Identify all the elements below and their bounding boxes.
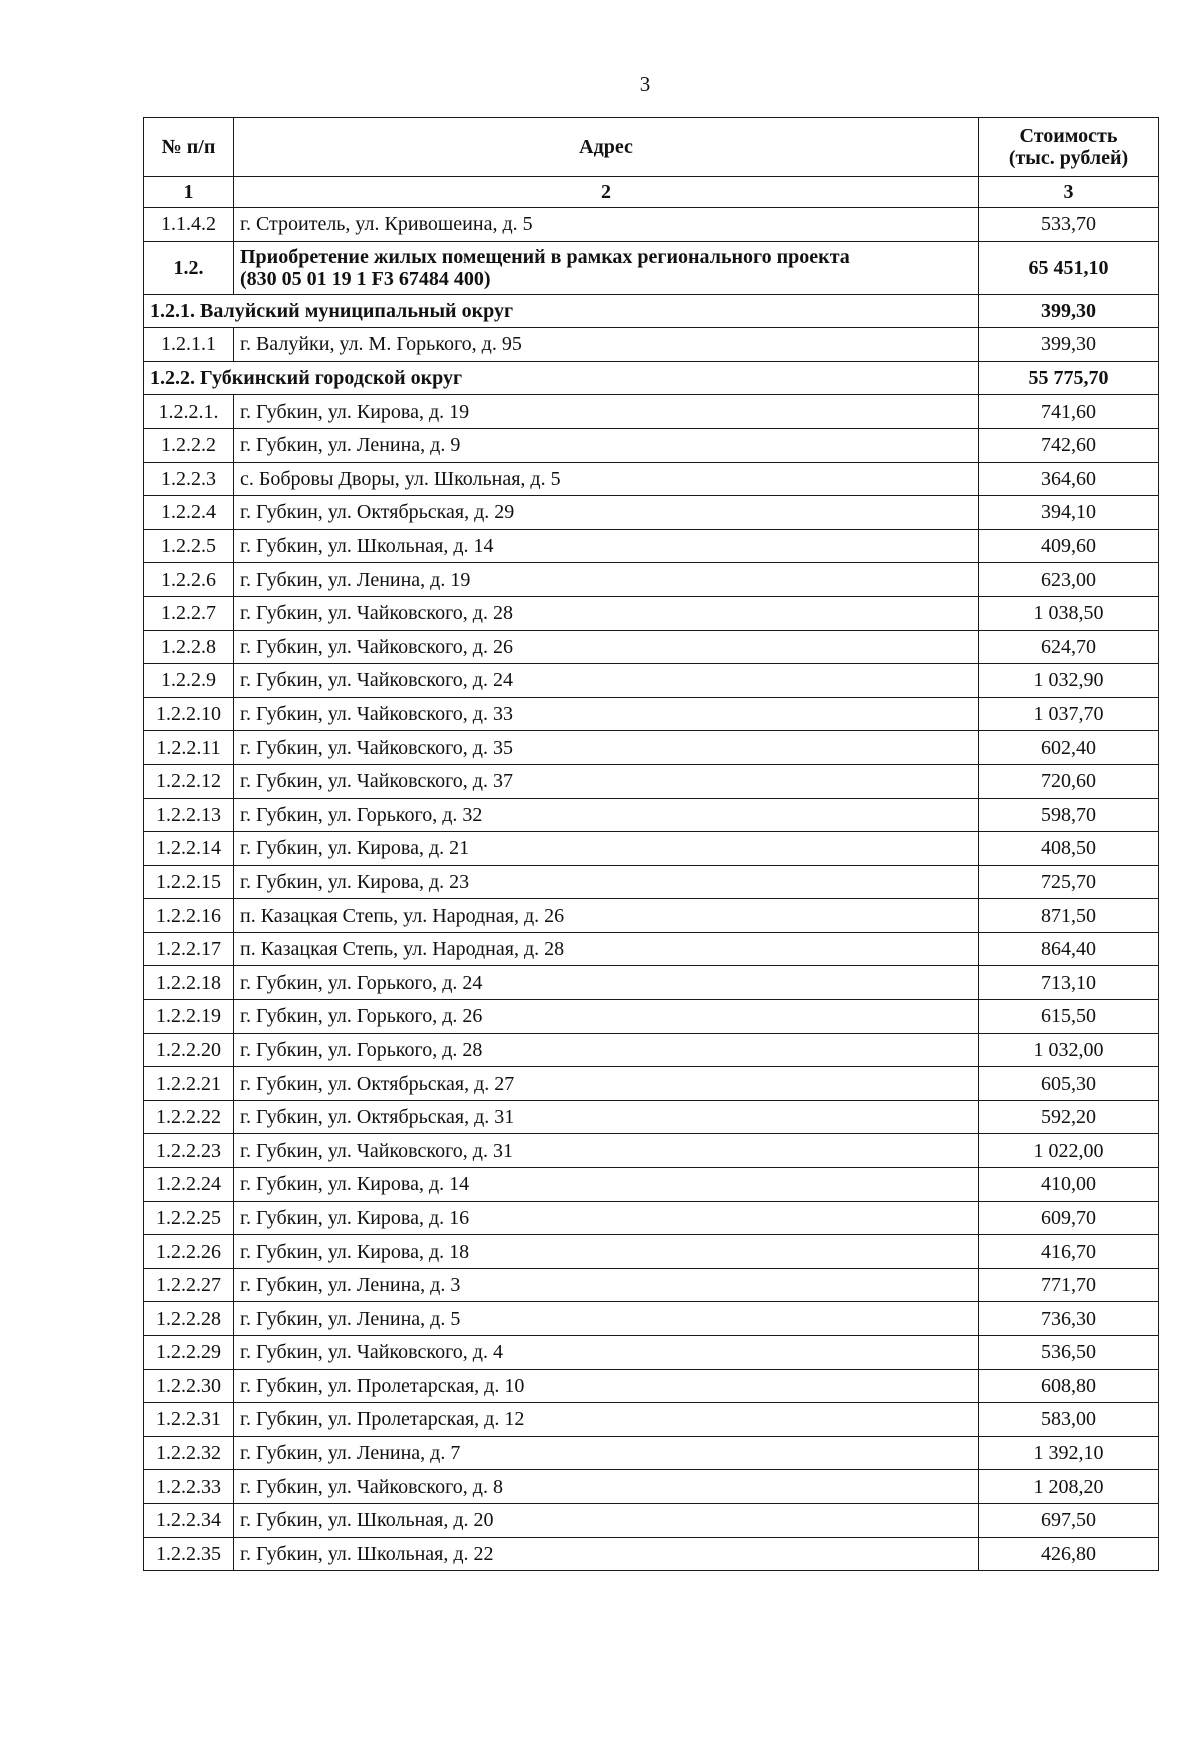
- row-number: 1.2.2.26: [144, 1235, 234, 1269]
- row-cost: 364,60: [979, 462, 1159, 496]
- row-address: г. Губкин, ул. Кирова, д. 23: [234, 865, 979, 899]
- table-row: [144, 1000, 1159, 1034]
- table-row: [144, 1033, 1159, 1067]
- row-cost: 871,50: [979, 899, 1159, 933]
- row-number: 1.2.2.21: [144, 1067, 234, 1101]
- table-row: [144, 1302, 1159, 1336]
- row-cost: 416,70: [979, 1235, 1159, 1269]
- row-cost: 1 032,90: [979, 664, 1159, 698]
- row-cost: 410,00: [979, 1168, 1159, 1202]
- section-title-line2: (830 05 01 19 1 F3 67484 400): [240, 267, 491, 290]
- row-cost: 426,80: [979, 1537, 1159, 1571]
- row-cost: 409,60: [979, 529, 1159, 563]
- row-number: 1.2.2.25: [144, 1201, 234, 1235]
- row-number: 1.2.2.11: [144, 731, 234, 765]
- table-row: [144, 832, 1159, 866]
- row-address: г. Губкин, ул. Чайковского, д. 37: [234, 764, 979, 798]
- section-title-line1: Приобретение жилых помещений в рамках регионального проекта: [240, 245, 850, 268]
- row-cost: 1 392,10: [979, 1436, 1159, 1470]
- row-address: г. Губкин, ул. Чайковского, д. 33: [234, 697, 979, 731]
- row-number: 1.2.2.29: [144, 1336, 234, 1370]
- row-address: г. Губкин, ул. Чайковского, д. 31: [234, 1134, 979, 1168]
- header-cost-line1: Стоимость: [1019, 125, 1118, 147]
- row-number: 1.2.2.2: [144, 428, 234, 462]
- section-cost: 65 451,10: [979, 241, 1159, 294]
- table-row: [144, 1201, 1159, 1235]
- table-row: [144, 208, 1159, 242]
- row-number: 1.2.2.35: [144, 1537, 234, 1571]
- row-cost: 608,80: [979, 1369, 1159, 1403]
- row-address: г. Губкин, ул. Октябрьская, д. 31: [234, 1100, 979, 1134]
- row-cost: 1 208,20: [979, 1470, 1159, 1504]
- section-title: [234, 241, 979, 294]
- district-title: 1.2.2. Губкинский городской округ: [144, 361, 979, 395]
- row-address: п. Казацкая Степь, ул. Народная, д. 26: [234, 899, 979, 933]
- row-address: г. Губкин, ул. Ленина, д. 5: [234, 1302, 979, 1336]
- table-row: [144, 966, 1159, 1000]
- row-address: г. Губкин, ул. Школьная, д. 20: [234, 1503, 979, 1537]
- row-address: г. Губкин, ул. Пролетарская, д. 12: [234, 1403, 979, 1437]
- section-number: 1.2.: [144, 241, 234, 294]
- row-number: 1.2.2.28: [144, 1302, 234, 1336]
- table-row: [144, 664, 1159, 698]
- row-number: 1.2.2.7: [144, 596, 234, 630]
- row-number: 1.2.2.10: [144, 697, 234, 731]
- table-row: [144, 328, 1159, 362]
- row-cost: 602,40: [979, 731, 1159, 765]
- row-cost: 605,30: [979, 1067, 1159, 1101]
- section-row: [144, 241, 1159, 294]
- column-number-1: 1: [144, 177, 234, 208]
- row-number: 1.2.2.17: [144, 932, 234, 966]
- table-row: [144, 1268, 1159, 1302]
- row-cost: 771,70: [979, 1268, 1159, 1302]
- row-address: г. Губкин, ул. Горького, д. 28: [234, 1033, 979, 1067]
- row-cost: 1 032,00: [979, 1033, 1159, 1067]
- row-cost: 623,00: [979, 563, 1159, 597]
- row-cost: 583,00: [979, 1403, 1159, 1437]
- row-cost: 742,60: [979, 428, 1159, 462]
- row-number: 1.2.2.34: [144, 1503, 234, 1537]
- row-address: г. Губкин, ул. Горького, д. 32: [234, 798, 979, 832]
- header-address: Адрес: [234, 118, 979, 177]
- row-address: г. Губкин, ул. Пролетарская, д. 10: [234, 1369, 979, 1403]
- row-address: г. Губкин, ул. Ленина, д. 3: [234, 1268, 979, 1302]
- table-row: [144, 563, 1159, 597]
- row-number: 1.2.2.4: [144, 496, 234, 530]
- row-address: г. Губкин, ул. Ленина, д. 9: [234, 428, 979, 462]
- table-row: [144, 1403, 1159, 1437]
- table-row: [144, 596, 1159, 630]
- row-cost: 1 037,70: [979, 697, 1159, 731]
- header-cost-line2: (тыс. рублей): [1008, 147, 1129, 169]
- row-address: г. Губкин, ул. Чайковского, д. 4: [234, 1336, 979, 1370]
- district-title: 1.2.1. Валуйский муниципальный округ: [144, 294, 979, 328]
- row-address: г. Губкин, ул. Кирова, д. 19: [234, 395, 979, 429]
- row-address: г. Губкин, ул. Кирова, д. 14: [234, 1168, 979, 1202]
- row-number: 1.2.2.14: [144, 832, 234, 866]
- table-row: [144, 428, 1159, 462]
- row-cost: 592,20: [979, 1100, 1159, 1134]
- table-row: [144, 1369, 1159, 1403]
- row-number: 1.2.2.3: [144, 462, 234, 496]
- table-row: [144, 1503, 1159, 1537]
- row-address: п. Казацкая Степь, ул. Народная, д. 28: [234, 932, 979, 966]
- row-address: г. Губкин, ул. Кирова, д. 16: [234, 1201, 979, 1235]
- row-number: 1.2.2.1.: [144, 395, 234, 429]
- column-number-3: 3: [979, 177, 1159, 208]
- row-cost: 725,70: [979, 865, 1159, 899]
- table-row: [144, 865, 1159, 899]
- page-number: 3: [639, 72, 651, 96]
- row-cost: 864,40: [979, 932, 1159, 966]
- row-address: г. Губкин, ул. Школьная, д. 14: [234, 529, 979, 563]
- address-cost-table: [143, 117, 1159, 1571]
- district-row-valuyki: [144, 294, 1159, 328]
- table-row: [144, 395, 1159, 429]
- column-numbers-row: [144, 177, 1159, 208]
- row-cost: 533,70: [979, 208, 1159, 242]
- district-cost: 399,30: [979, 294, 1159, 328]
- row-cost: 394,10: [979, 496, 1159, 530]
- row-address: г. Губкин, ул. Школьная, д. 22: [234, 1537, 979, 1571]
- row-number: 1.2.2.13: [144, 798, 234, 832]
- row-address: г. Строитель, ул. Кривошеина, д. 5: [234, 208, 979, 242]
- row-address: г. Губкин, ул. Октябрьская, д. 29: [234, 496, 979, 530]
- row-address: г. Губкин, ул. Чайковского, д. 26: [234, 630, 979, 664]
- header-number: № п/п: [144, 118, 234, 177]
- row-cost: 697,50: [979, 1503, 1159, 1537]
- row-address: г. Губкин, ул. Кирова, д. 21: [234, 832, 979, 866]
- row-cost: 1 038,50: [979, 596, 1159, 630]
- row-address: г. Губкин, ул. Октябрьская, д. 27: [234, 1067, 979, 1101]
- table-header-row: [144, 118, 1159, 177]
- table-row: [144, 462, 1159, 496]
- row-number: 1.2.2.22: [144, 1100, 234, 1134]
- row-cost: 609,70: [979, 1201, 1159, 1235]
- row-cost: 399,30: [979, 328, 1159, 362]
- row-address: г. Губкин, ул. Горького, д. 24: [234, 966, 979, 1000]
- table-row: [144, 798, 1159, 832]
- table-row: [144, 630, 1159, 664]
- table-row: [144, 932, 1159, 966]
- district-cost: 55 775,70: [979, 361, 1159, 395]
- row-address: г. Губкин, ул. Чайковского, д. 8: [234, 1470, 979, 1504]
- row-cost: 598,70: [979, 798, 1159, 832]
- table-row: [144, 1436, 1159, 1470]
- row-cost: 624,70: [979, 630, 1159, 664]
- row-cost: 713,10: [979, 966, 1159, 1000]
- district-row-gubkin: [144, 361, 1159, 395]
- row-number: 1.2.2.18: [144, 966, 234, 1000]
- row-number: 1.2.2.12: [144, 764, 234, 798]
- table-row: [144, 899, 1159, 933]
- header-cost: [979, 118, 1159, 177]
- row-address: г. Губкин, ул. Чайковского, д. 35: [234, 731, 979, 765]
- row-address: г. Губкин, ул. Горького, д. 26: [234, 1000, 979, 1034]
- row-number: 1.2.1.1: [144, 328, 234, 362]
- table-row: [144, 1168, 1159, 1202]
- table-row: [144, 1067, 1159, 1101]
- row-cost: 1 022,00: [979, 1134, 1159, 1168]
- row-cost: 615,50: [979, 1000, 1159, 1034]
- row-address: г. Губкин, ул. Ленина, д. 19: [234, 563, 979, 597]
- table-row: [144, 731, 1159, 765]
- row-number: 1.2.2.30: [144, 1369, 234, 1403]
- row-number: 1.2.2.33: [144, 1470, 234, 1504]
- row-address: г. Губкин, ул. Чайковского, д. 28: [234, 596, 979, 630]
- row-cost: 741,60: [979, 395, 1159, 429]
- row-number: 1.2.2.32: [144, 1436, 234, 1470]
- row-address: г. Губкин, ул. Ленина, д. 7: [234, 1436, 979, 1470]
- row-number: 1.2.2.9: [144, 664, 234, 698]
- row-address: г. Губкин, ул. Чайковского, д. 24: [234, 664, 979, 698]
- table-row: [144, 529, 1159, 563]
- table-row: [144, 1336, 1159, 1370]
- table-row: [144, 1470, 1159, 1504]
- table-row: [144, 697, 1159, 731]
- row-number: 1.2.2.24: [144, 1168, 234, 1202]
- row-cost: 536,50: [979, 1336, 1159, 1370]
- row-address: г. Губкин, ул. Кирова, д. 18: [234, 1235, 979, 1269]
- row-number: 1.2.2.8: [144, 630, 234, 664]
- row-number: 1.2.2.20: [144, 1033, 234, 1067]
- row-address: с. Бобровы Дворы, ул. Школьная, д. 5: [234, 462, 979, 496]
- table-row: [144, 1537, 1159, 1571]
- row-number: 1.1.4.2: [144, 208, 234, 242]
- table-row: [144, 1100, 1159, 1134]
- column-number-2: 2: [234, 177, 979, 208]
- row-number: 1.2.2.6: [144, 563, 234, 597]
- row-address: г. Валуйки, ул. М. Горького, д. 95: [234, 328, 979, 362]
- table-row: [144, 1134, 1159, 1168]
- row-number: 1.2.2.23: [144, 1134, 234, 1168]
- row-number: 1.2.2.16: [144, 899, 234, 933]
- row-number: 1.2.2.27: [144, 1268, 234, 1302]
- row-number: 1.2.2.19: [144, 1000, 234, 1034]
- row-cost: 408,50: [979, 832, 1159, 866]
- row-cost: 736,30: [979, 1302, 1159, 1336]
- table-row: [144, 1235, 1159, 1269]
- table-row: [144, 764, 1159, 798]
- row-number: 1.2.2.5: [144, 529, 234, 563]
- table-row: [144, 496, 1159, 530]
- row-number: 1.2.2.31: [144, 1403, 234, 1437]
- row-cost: 720,60: [979, 764, 1159, 798]
- row-number: 1.2.2.15: [144, 865, 234, 899]
